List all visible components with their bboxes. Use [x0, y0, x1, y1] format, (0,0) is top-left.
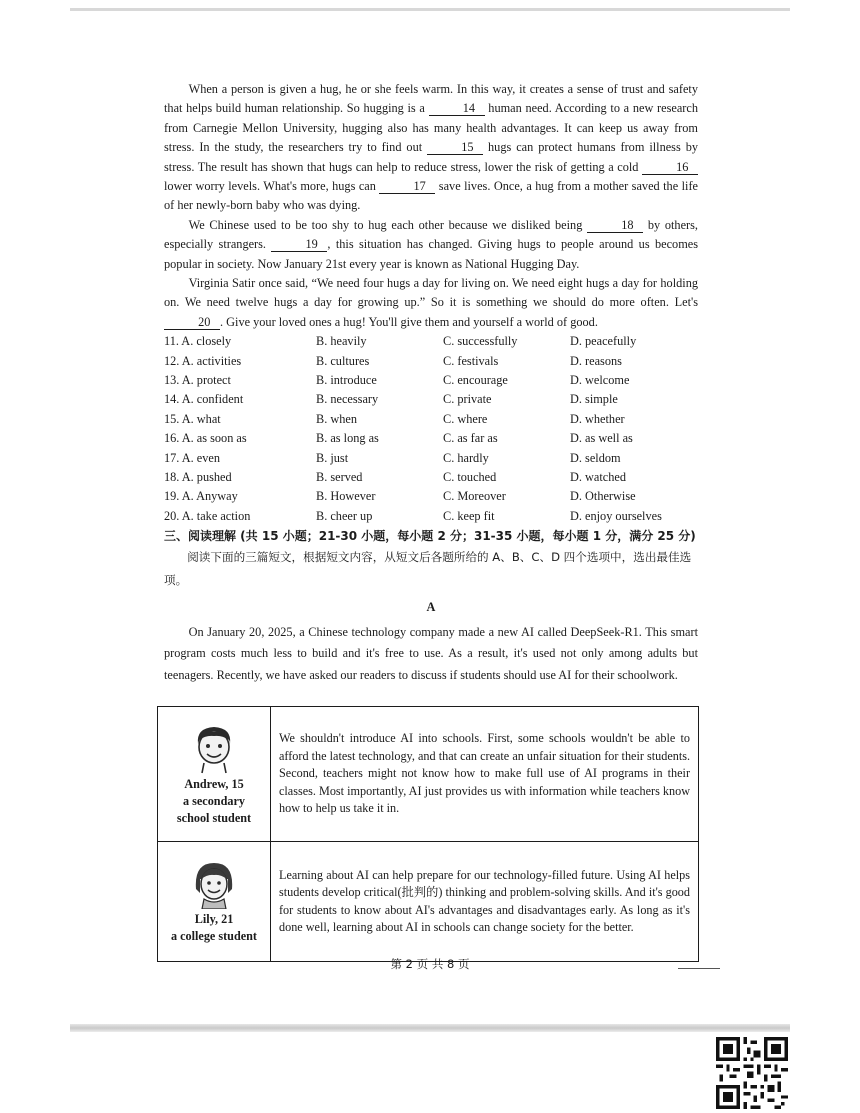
- option-c: C. successfully: [443, 334, 518, 349]
- option-a: 12. A. activities: [164, 353, 242, 368]
- blank-16: 16: [642, 161, 698, 175]
- scan-mark: [678, 968, 720, 969]
- blank-15: 15: [427, 141, 483, 155]
- opinion-author: [158, 842, 271, 962]
- author-name: Andrew, 15: [184, 776, 244, 791]
- option-a: 15. A. what: [164, 411, 221, 426]
- option-row: [164, 371, 698, 390]
- option-row: [164, 410, 698, 429]
- option-d: D. Otherwise: [570, 489, 636, 504]
- option-a: 19. A. Anyway: [164, 489, 238, 504]
- option-d: D. peacefully: [570, 334, 637, 349]
- option-a: 18. A. pushed: [164, 470, 232, 485]
- option-row: [164, 332, 698, 351]
- opinion-author: [158, 707, 271, 842]
- option-c: C. where: [443, 411, 488, 426]
- section-instruction: 阅读下面的三篇短文，根据短文内容，从短文后各题所给的 A、B、C、D 四个选项中，选出最佳选项。: [164, 550, 692, 588]
- option-c: C. keep fit: [443, 508, 495, 523]
- option-d: D. reasons: [570, 353, 622, 368]
- option-b: B. heavily: [316, 334, 367, 349]
- passage-paragraph-3: Virginia Satir once said, “We need four hugs a day for living on. We need eight hugs a day for holding on. We need twelve hugs a day for growing up.” So it is something we should do more often. Let's 20 . Give your loved ones a hug! You'll give them and yourself a world of good.: [164, 276, 698, 329]
- option-d: D. seldom: [570, 450, 621, 465]
- option-c: C. encourage: [443, 373, 508, 388]
- blank-18: 18: [587, 219, 643, 233]
- qr-code-icon: [716, 1037, 788, 1109]
- opinion-row-lily: [158, 842, 699, 962]
- option-b: B. just: [316, 450, 349, 465]
- option-d: D. enjoy ourselves: [570, 508, 662, 523]
- exam-content: [164, 80, 698, 687]
- option-b: B. cheer up: [316, 508, 373, 523]
- opinion-row-andrew: [158, 707, 699, 842]
- option-b: B. served: [316, 470, 363, 485]
- opinion-text: Learning about AI can help prepare for our technology-filled future. Using AI helps students develop critical(批判的) thinking and problem-solving skills. And it's good for students to know about AI's advantages and disadvantages early. As long as it's done well, learning about AI in schools can change society for the better.: [271, 842, 699, 962]
- option-a: 11. A. closely: [164, 334, 232, 349]
- passage-letter: A: [426, 600, 436, 615]
- option-row: [164, 449, 698, 468]
- option-d: D. whether: [570, 411, 625, 426]
- author-role: school student: [176, 810, 252, 825]
- option-row: [164, 390, 698, 409]
- option-a: 13. A. protect: [164, 373, 231, 388]
- passage-paragraph-1: When a person is given a hug, he or she feels warm. In this way, it creates a sense of trust and safety that helps build human relationship. So hugging is a 14 human need. According to a new research from Carnegie Mellon University, hugging also has many health advantages. It can keep us away from stress. In the study, the researchers try to find out 15 hugs can protect humans from illness by stress. The result has shown that hugs can help to reduce stress, lower the risk of getting a cold 16 lower worry levels. What's more, hugs can 17 save lives. Once, a hug from a mother saved the life of her newly-born baby who was dying.: [164, 82, 698, 213]
- passage-a-intro: On January 20, 2025, a Chinese technology company made a new AI called DeepSeek-R1. This smart program costs much less to build and it's free to use. As a result, it's used not only among adults but teenagers. Recently, we have asked our readers to discuss if students should use AI for their schoolwork.: [164, 624, 698, 683]
- option-d: D. welcome: [570, 373, 630, 388]
- scan-edge-bottom: [70, 1024, 790, 1032]
- option-a: 17. A. even: [164, 450, 221, 465]
- option-b: B. introduce: [316, 373, 377, 388]
- option-c: C. festivals: [443, 353, 499, 368]
- girl-avatar-icon: [190, 859, 238, 909]
- option-c: C. Moreover: [443, 489, 506, 504]
- option-d: D. as well as: [570, 431, 633, 446]
- author-role: a secondary: [183, 793, 245, 808]
- blank-17: 17: [379, 180, 435, 194]
- option-a: 16. A. as soon as: [164, 431, 247, 446]
- opinions-table: [157, 706, 699, 962]
- scan-edge-top: [70, 8, 790, 11]
- option-row: [164, 507, 698, 526]
- opinion-text: We shouldn't introduce AI into schools. First, some schools wouldn't be able to afford the latest technology, and that can create an unfair situation for their students. Second, teachers might not know how to make full use of AI programs in their classes. Most importantly, AI just provides us with information while teachers know how to help us take it in.: [271, 707, 699, 842]
- option-b: B. cultures: [316, 353, 370, 368]
- option-c: C. hardly: [443, 450, 489, 465]
- option-d: D. simple: [570, 392, 618, 407]
- option-row: [164, 429, 698, 448]
- option-b: B. However: [316, 489, 376, 504]
- option-c: C. private: [443, 392, 492, 407]
- option-row: [164, 487, 698, 506]
- author-name: Lily, 21: [194, 911, 234, 926]
- option-d: D. watched: [570, 470, 626, 485]
- blank-19: 19: [271, 238, 327, 252]
- boy-avatar-icon: [190, 722, 238, 774]
- option-b: B. as long as: [316, 431, 379, 446]
- section-heading: 三、阅读理解 (共 15 小题；21-30 小题，每小题 2 分；31-35 小题，每小题 1 分，满分 25 分): [164, 529, 696, 544]
- option-c: C. as far as: [443, 431, 498, 446]
- page-footer: 第 2 页 共 8 页: [390, 957, 470, 971]
- option-a: 20. A. take action: [164, 508, 251, 523]
- blank-14: 14: [429, 102, 485, 116]
- option-row: [164, 468, 698, 487]
- option-a: 14. A. confident: [164, 392, 244, 407]
- option-b: B. when: [316, 411, 357, 426]
- option-row: [164, 352, 698, 371]
- answer-options: [164, 332, 698, 526]
- option-c: C. touched: [443, 470, 497, 485]
- blank-20: 20: [164, 316, 220, 330]
- passage-paragraph-2: We Chinese used to be too shy to hug each other because we disliked being 18 by others, especially strangers. 19 , this situation has changed. Giving hugs to people around us becomes popular in society. Now January 21st every year is known as National Hugging Day.: [164, 217, 699, 271]
- option-b: B. necessary: [316, 392, 379, 407]
- author-role: a college student: [171, 928, 257, 943]
